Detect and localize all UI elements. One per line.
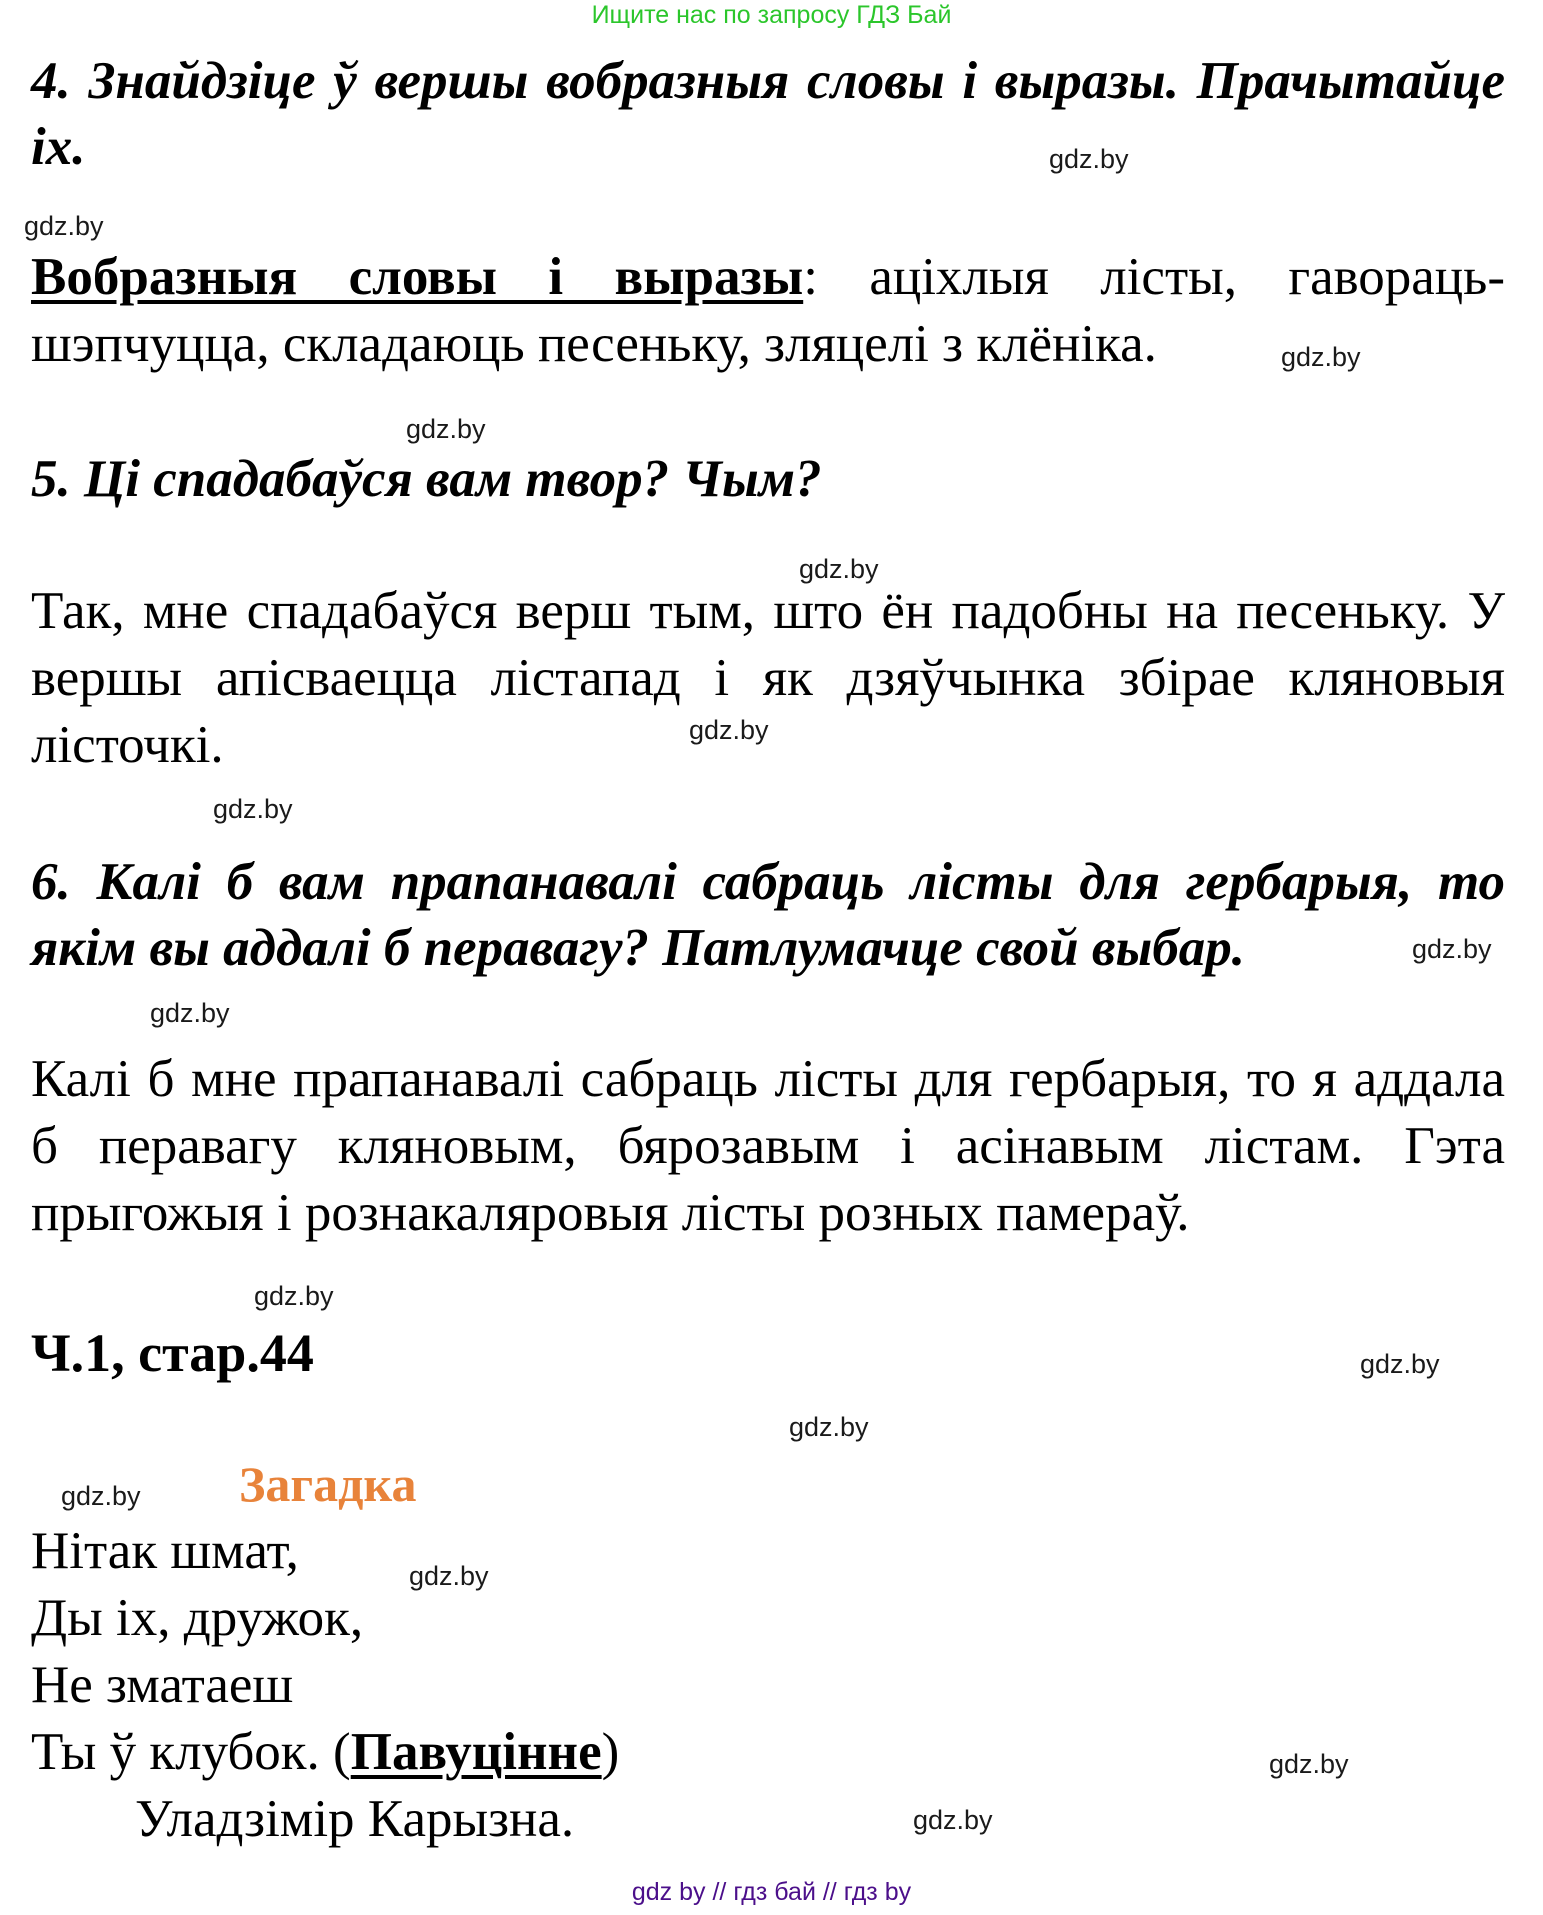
watermark: gdz.by [1049,144,1129,174]
riddle-poem [31,1518,619,1853]
poem-line: Не зматаеш [31,1656,294,1714]
watermark: gdz.by [150,998,230,1028]
watermark: gdz.by [913,1805,993,1835]
poem-line-last [31,1719,619,1786]
answer-5: Так, мне спадабаўся верш тым, што ён падобны на песеньку. У вершы апісваецца лістапад і як дзяўчынка збірае кляновыя лісточкі. [31,582,1505,774]
answer-6: Калі б мне прапанавалі сабраць лісты для гербарыя, то я аддала б перавагу кляновым, бярозавым і асінавым лістам. Гэта прыгожыя і рознакаляровыя лісты розных памераў. [31,1050,1505,1242]
watermark: gdz.by [213,794,293,824]
watermark: gdz.by [799,554,879,584]
answer-4-line1: аціхлыя лісты, гавораць- [817,248,1505,306]
question-4-text: 4. Знайдзіце ў вершы вобразныя словы і выразы. Прачытайце іх. [31,52,1505,176]
answer-4-line2: шэпчуцца, складаюць песеньку, зляцелі з клёніка. [31,315,1157,373]
watermark: gdz.by [409,1561,489,1591]
watermark: gdz.by [689,715,769,745]
question-4 [31,48,1505,180]
watermark: gdz.by [1281,342,1361,372]
question-5: 5. Ці спадабаўся вам твор? Чым? [31,450,822,508]
riddle-answer: Павуціннe [350,1723,602,1781]
poem-line: Ды іх, дружок, [31,1589,364,1647]
watermark: gdz.by [1360,1349,1440,1379]
search-banner: Ищите нас по запросу ГДЗ Бай [591,1,952,29]
watermark: gdz.by [406,414,486,444]
poem-line-prefix: Ты ў клубок. ( [31,1723,351,1781]
watermark: gdz.by [789,1412,869,1442]
footer-watermark: gdz by // гдз бай // гдз by [631,1878,912,1906]
poem-line: Нітак шмат, [31,1522,299,1580]
watermark: gdz.by [24,211,104,241]
poem-line-suffix: ) [601,1723,620,1781]
watermark: gdz.by [61,1481,141,1511]
answer-4-colon: : [803,248,818,306]
answer-4-label: Вобразныя словы і выразы [31,248,804,306]
page-heading: Ч.1, стар.44 [31,1323,314,1383]
watermark: gdz.by [1269,1749,1349,1779]
watermark: gdz.by [254,1281,334,1311]
watermark: gdz.by [1412,934,1492,964]
riddle-author: Уладзімір Карызна. [135,1790,575,1848]
riddle-title: Загадка [239,1456,417,1512]
question-6: 6. Калі б вам прапанавалі сабраць лісты для гербарыя, то якім вы аддалі б перавагу? Патлумачце свой выбар. [31,853,1505,977]
